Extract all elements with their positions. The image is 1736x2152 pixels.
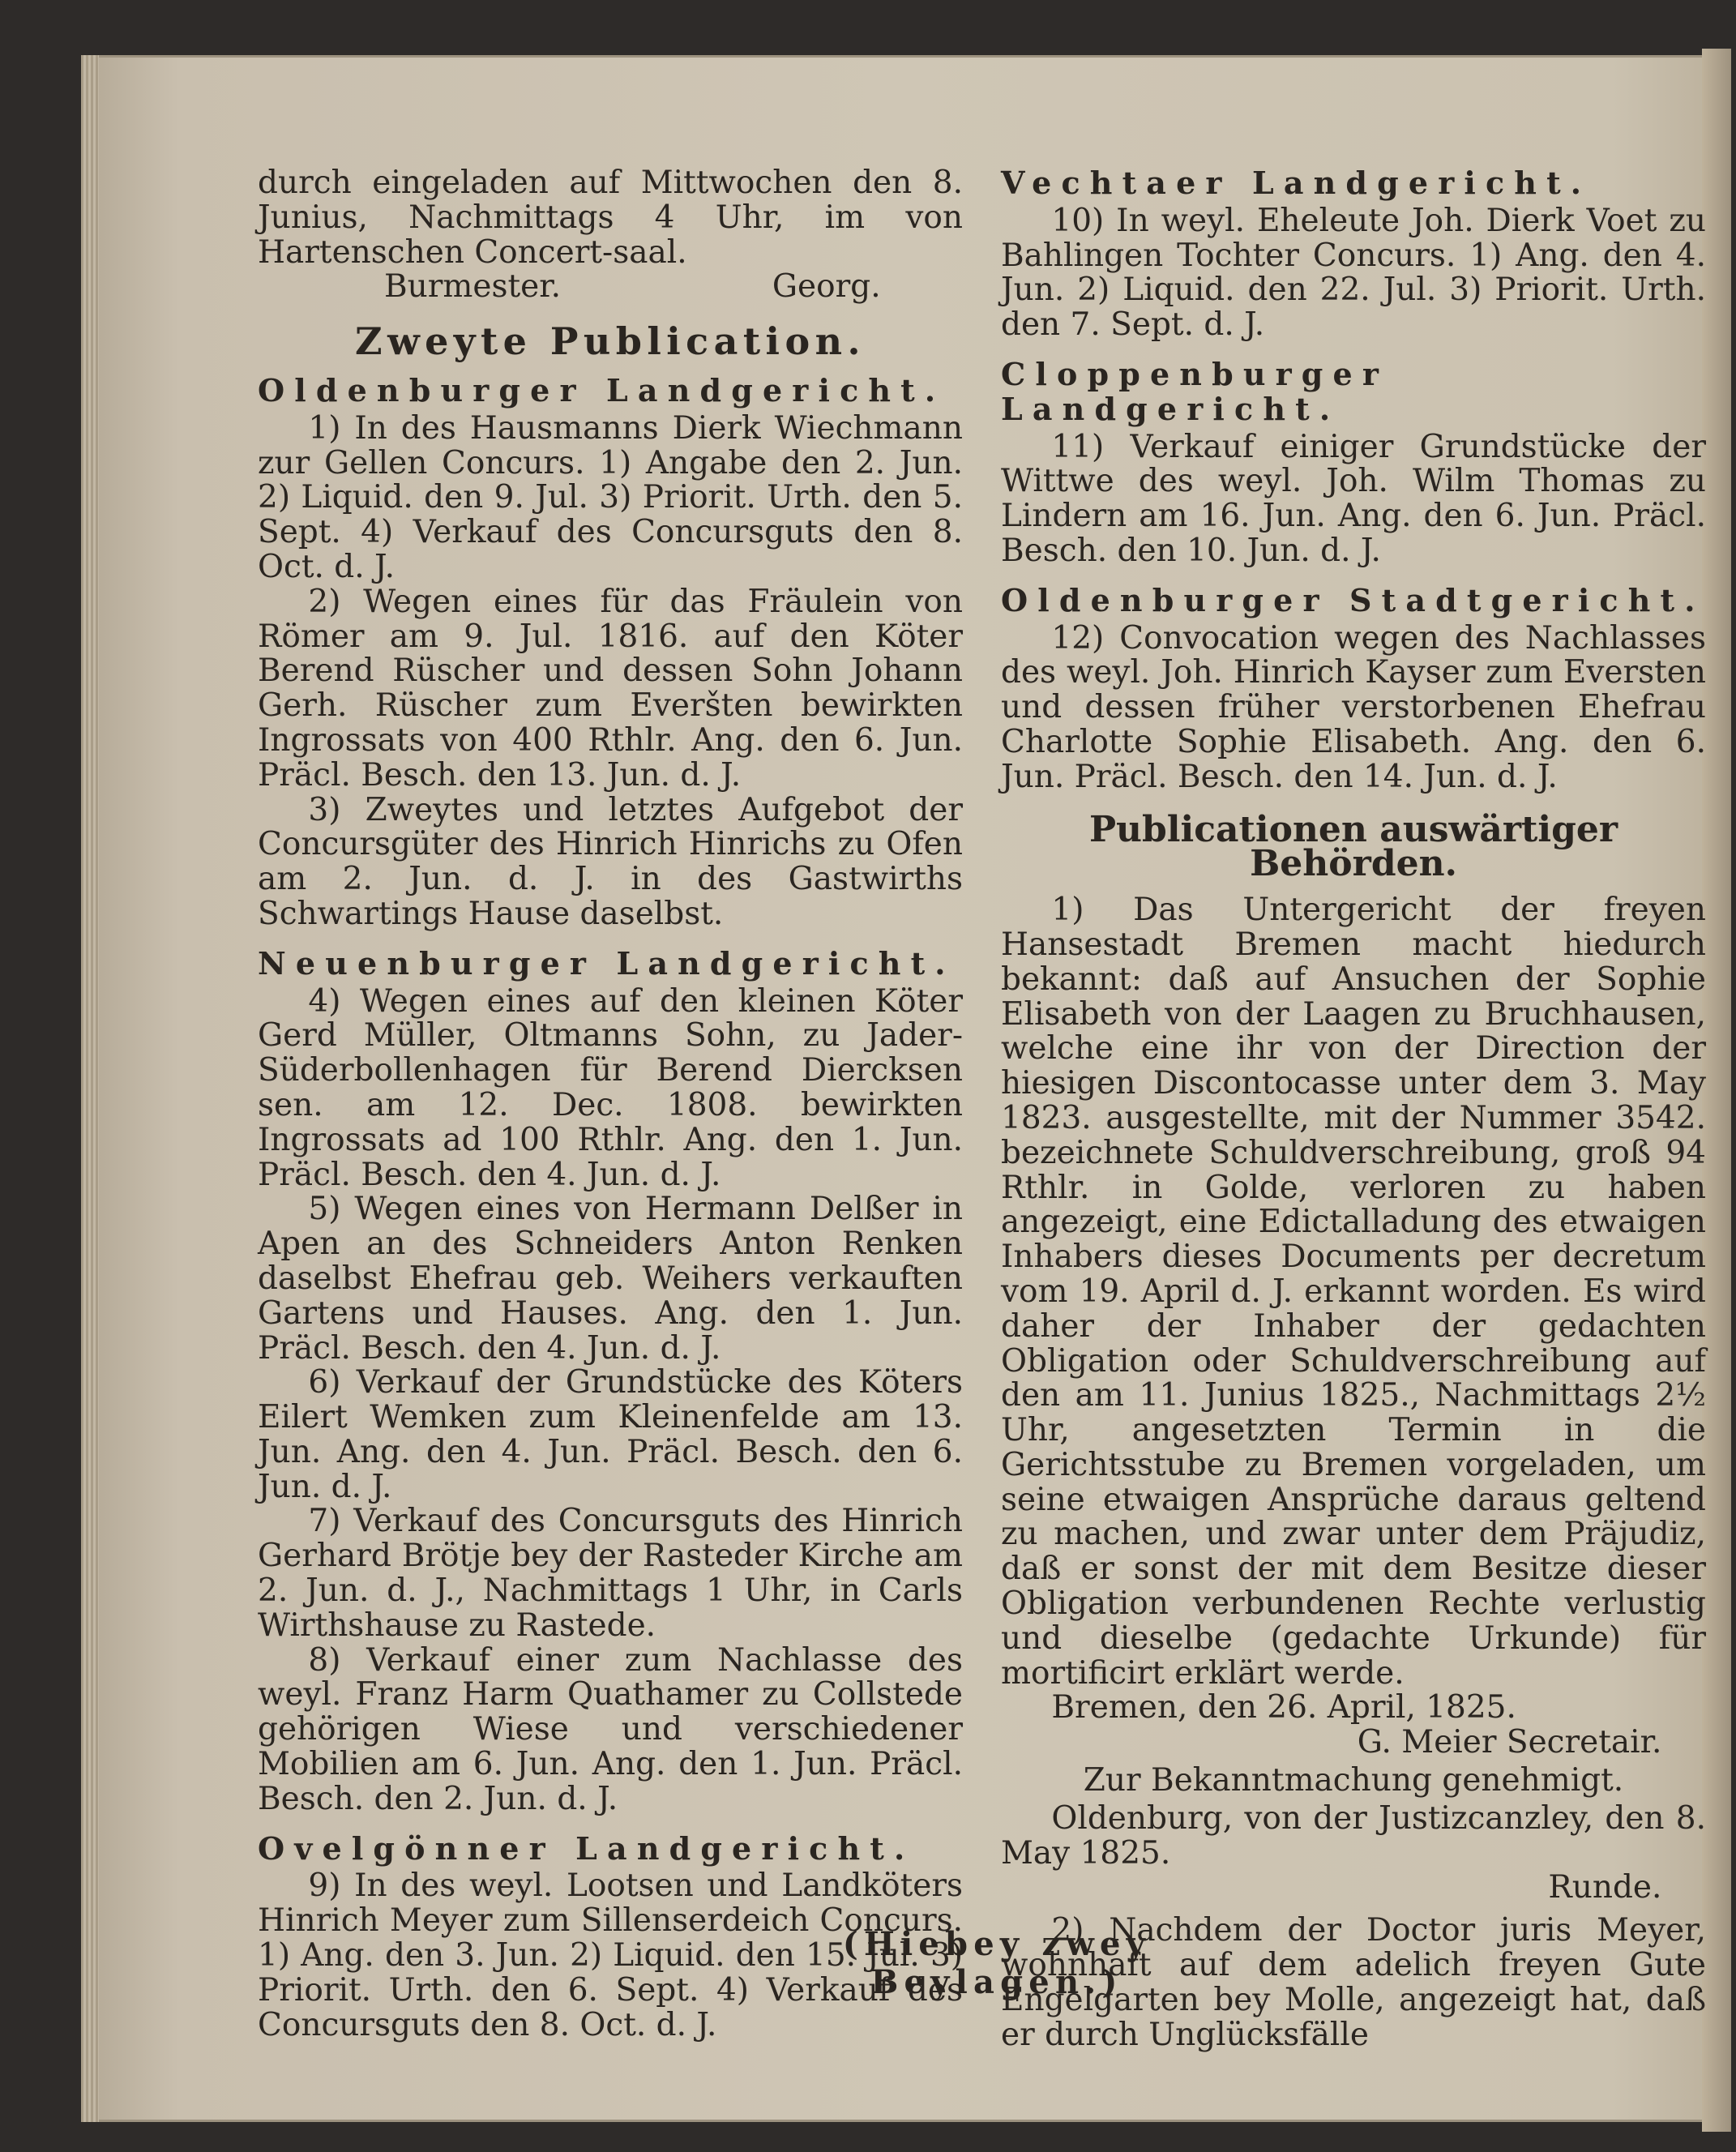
- intro-paragraph: durch eingeladen auf Mittwochen den 8. Junius, Nachmittags 4 Uhr, im von Hartenschen Concert-saal.: [258, 165, 963, 271]
- court-heading-cloppenburg: Cloppenburger Landgericht.: [1001, 355, 1389, 427]
- notice-2: 2) Wegen eines für das Fräulein von Römer am 9. Jul. 1816. auf den Köter Berend Rüscher und dessen Sohn Johann Gerh. Rüscher zum Everšten bewirkten Ingrossats von 400 Rthlr. Ang. den 6. Jun. Präcl. Besch. den 13. Jun. d. J.: [258, 583, 963, 794]
- approval-place-date: Oldenburg, von der Justizcanzley, den 8. May 1825.: [1001, 1799, 1706, 1872]
- section-heading-zweyte-publication: Zweyte Publication.: [355, 319, 866, 364]
- notice-7: 7) Verkauf des Concursguts des Hinrich Gerhard Brötje bey der Rasteder Kirche am 2. Jun. d. J., Nachmittags 1 Uhr, in Carls Wirthshause zu Rastede.: [258, 1503, 963, 1644]
- page-stack-edge: [81, 55, 99, 2122]
- signature-georg: Georg.: [772, 268, 881, 306]
- notice-12: 12) Convocation wegen des Nachlasses des weyl. Joh. Hinrich Kayser zum Eversten und dessen früher verstorbenen Ehefrau Charlotte Sophie Elisabeth. Ang. den 6. Jun. Präcl. Besch. den 14. Jun. d. J.: [1001, 619, 1706, 795]
- court-heading-ovelgoenne: Ovelgönner Landgericht.: [258, 1829, 915, 1867]
- notice-3: 3) Zweytes und letztes Aufgebot der Concursgüter des Hinrich Hinrichs zu Ofen am 2. Jun. d. J. in des Gastwirths Schwartings Hause daselbst.: [258, 791, 963, 932]
- notice-11: 11) Verkauf einiger Grundstücke der Wittwe des weyl. Joh. Wilm Thomas zu Lindern am 16. Jun. Ang. den 6. Jun. Präcl. Besch. den 10. Jun. d. J.: [1001, 428, 1706, 569]
- notice-5: 5) Wegen eines von Hermann Delßer in Apen an des Schneiders Anton Renken daselbst Ehefrau geb. Weihers verkauften Gartens und Hauses. Ang. den 1. Jun. Präcl. Besch. den 4. Jun. d. J.: [258, 1191, 963, 1367]
- left-column: [258, 166, 963, 2043]
- right-column: [1001, 166, 1706, 2052]
- court-heading-oldenburg-stadt: Oldenburger Stadtgericht.: [1001, 581, 1705, 618]
- footer-supplements-note: (Hiebey zwey Beylagen.): [842, 1925, 1152, 2001]
- notice-4: 4) Wegen eines auf den kleinen Köter Gerd Müller, Oltmanns Sohn, zu Jader-Süderbollenhagen für Berend Diercksen sen. am 12. Dec. 1808. bewirkten Ingrossats ad 100 Rthlr. Ang. den 1. Jun. Präcl. Besch. den 4. Jun. d. J.: [258, 982, 963, 1193]
- signature-burmester: Burmester.: [384, 268, 562, 306]
- page-right-margin: [1702, 49, 1731, 2132]
- court-heading-oldenburg: Oldenburger Landgericht.: [258, 371, 946, 409]
- notice-1: 1) In des Hausmanns Dierk Wiechmann zur Gellen Concurs. 1) Angabe den 2. Jun. 2) Liquid. den 9. Jul. 3) Priorit. Urth. den 5. Sept. 4) Verkauf des Concursguts den 8. Oct. d. J.: [258, 409, 963, 585]
- section-heading-auswaertige-behoerden: Publicationen auswärtiger Behörden.: [1088, 808, 1618, 885]
- notice-b2: 2) Nachdem der Doctor juris Meyer, wohnhaft auf dem adelich freyen Gute Engelgarten bey Molle, angezeigt hat, daß er durch Unglücksfälle: [1001, 1912, 1706, 2053]
- notice-8: 8) Verkauf einer zum Nachlasse des weyl. Franz Harm Quathamer zu Collstede gehörigen Wiese und verschiedener Mobilien am 6. Jun. Ang. den 1. Jun. Präcl. Besch. den 2. Jun. d. J.: [258, 1641, 963, 1817]
- bremen-signature: G. Meier Secretair.: [1357, 1724, 1662, 1761]
- bremen-notice: 1) Das Untergericht der freyen Hansestadt Bremen macht hiedurch bekannt: daß auf Ansuchen der Sophie Elisabeth von der Laagen zu Bruchhausen, welche eine ihr von der Direction der hiesigen Discontocasse unter dem 3. May 1823. ausgestellte, mit der Nummer 3542. bezeichnete Schuldverschreibung, groß 94 Rthlr. in Golde, verloren zu haben angezeigt, eine Edictalladung des etwaigen Inhabers dieses Documents per decretum vom 19. April d. J. erkannt worden. Es wird daher der Inhaber der gedachten Obligation oder Schuldverschreibung auf den am 11. Junius 1825., Nachmittags 2½ Uhr, angesetzten Termin in die Gerichtsstube zu Bremen vorgeladen, um seine etwaigen Ansprüche daraus geltend zu machen, und zwar unter dem Präjudiz, daß er sonst der mit dem Besitze dieser Obligation verbundenen Rechte verlustig und dieselbe (gedachte Urkunde) für mortificirt erklärt werde.: [1001, 892, 1706, 1692]
- court-heading-vechta: Vechtaer Landgericht.: [1001, 165, 1592, 201]
- notice-6: 6) Verkauf der Grundstücke des Köters Eilert Wemken zum Kleinenfelde am 13. Jun. Ang. den 4. Jun. Präcl. Besch. den 6. Jun. d. J.: [258, 1364, 963, 1505]
- court-heading-neuenburg: Neuenburger Landgericht.: [258, 944, 956, 982]
- notice-10: 10) In weyl. Eheleute Joh. Dierk Voet zu Bahlingen Tochter Concurs. 1) Ang. den 4. Jun. 2) Liquid. den 22. Jul. 3) Priorit. Urth. den 7. Sept. d. J.: [1001, 202, 1706, 344]
- notice-9: 9) In des weyl. Lootsen und Landköters Hinrich Meyer zum Sillenserdeich Concurs. 1) Ang. den 3. Jun. 2) Liquid. den 15. Jul. 3) Priorit. Urth. den 6. Sept. 4) Verkauf des Concursguts den 8. Oct. d. J.: [258, 1867, 963, 2043]
- approval-signature: Runde.: [1548, 1869, 1662, 1906]
- bremen-place-date: Bremen, den 26. April, 1825.: [1051, 1689, 1516, 1726]
- approval-line: Zur Bekanntmachung genehmigt.: [1083, 1762, 1624, 1799]
- intro-signatures: [258, 270, 963, 305]
